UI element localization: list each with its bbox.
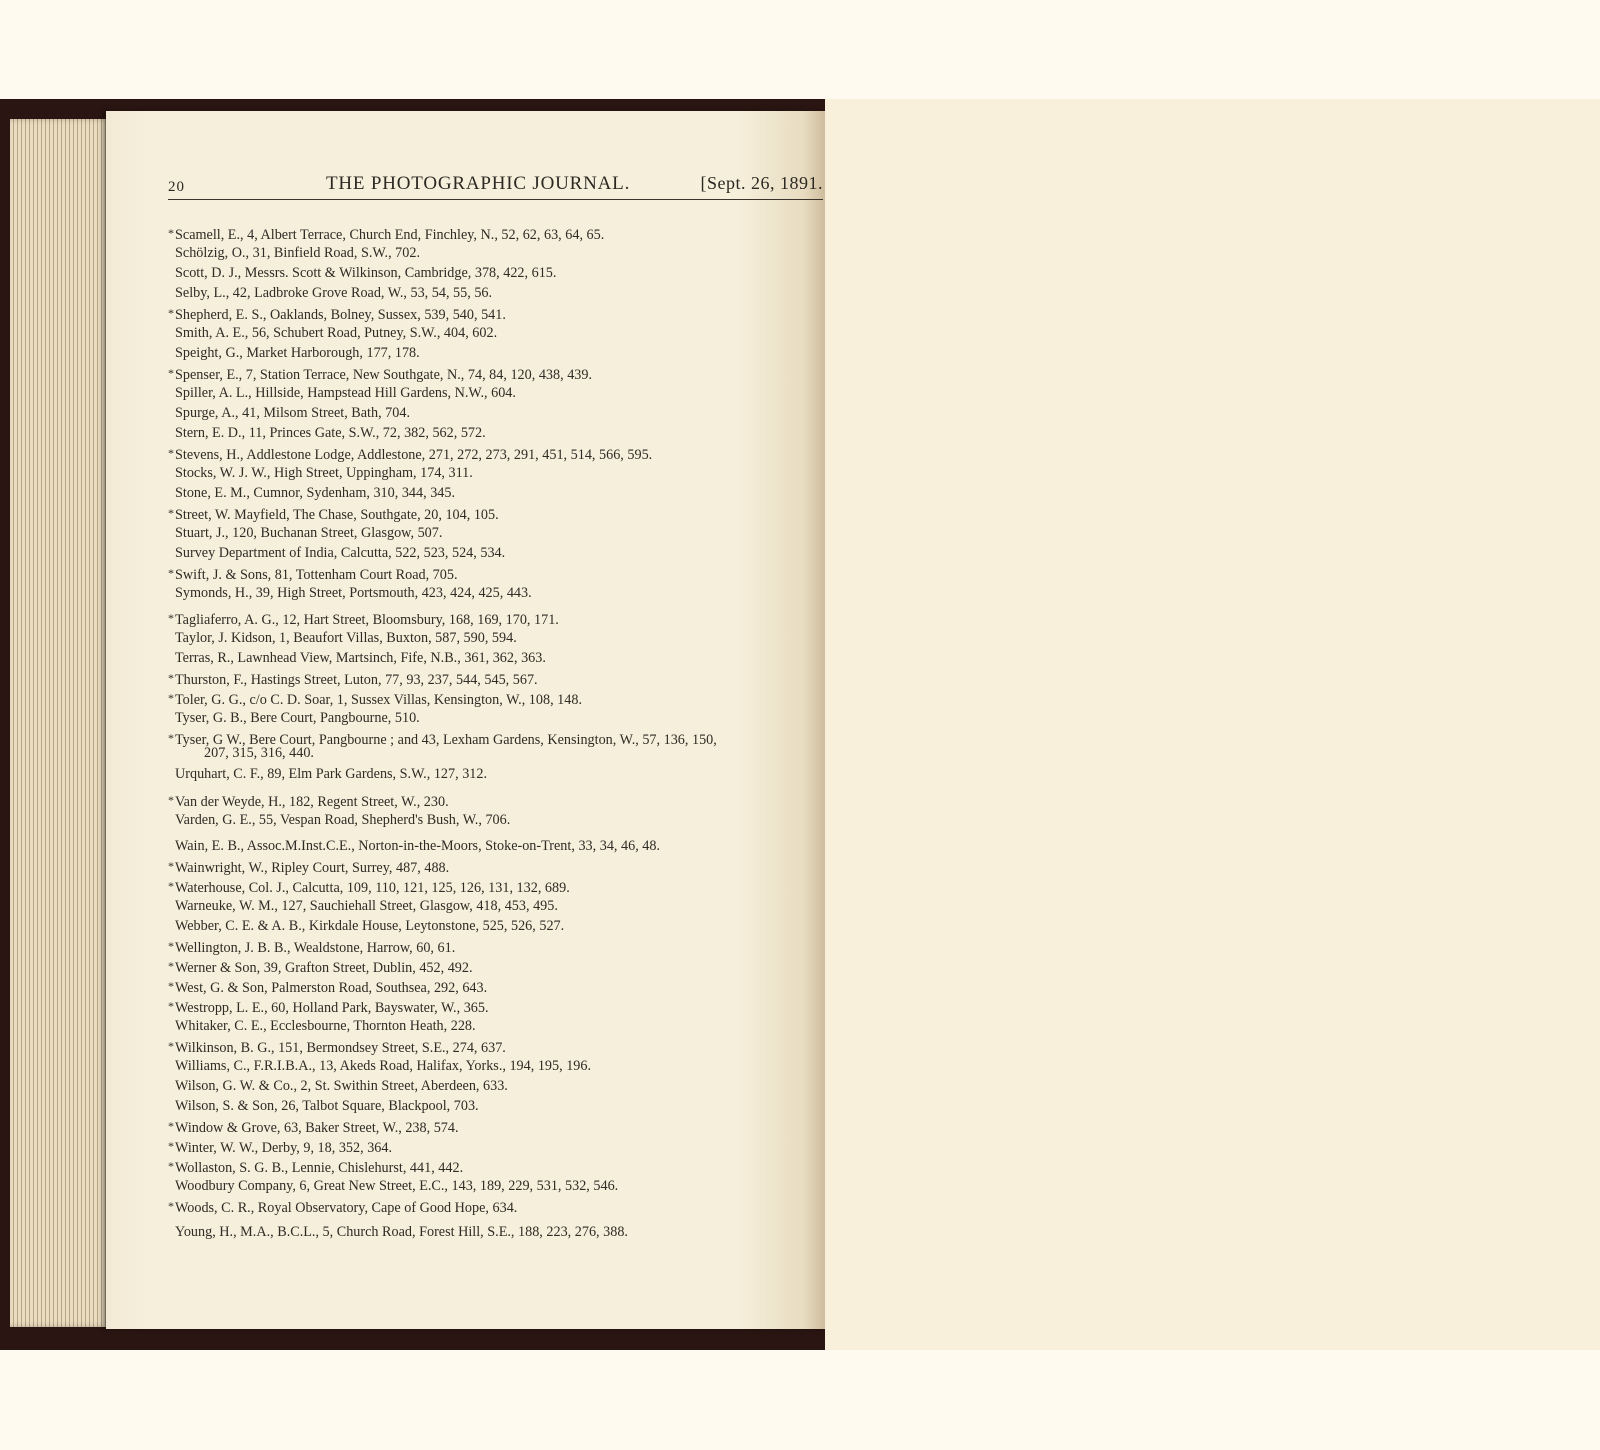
- entry-text: Wollaston, S. G. B., Lennie, Chislehurst, 441, 442.: [175, 1160, 464, 1176]
- asterisk-marker: *: [168, 506, 174, 520]
- running-header: [168, 169, 823, 200]
- entry-text: Symonds, H., 39, High Street, Portsmouth, 423, 424, 425, 443.: [175, 585, 532, 601]
- entry-text: Stern, E. D., 11, Princes Gate, S.W., 72, 382, 562, 572.: [175, 425, 486, 441]
- list-item: [168, 583, 532, 603]
- list-item: [168, 543, 505, 563]
- list-item: [168, 1016, 476, 1036]
- list-item: [168, 1156, 463, 1178]
- list-item: [168, 1222, 628, 1242]
- entry-text: Stocks, W. J. W., High Street, Uppingham, 174, 311.: [175, 465, 473, 481]
- list-item: [168, 443, 652, 465]
- asterisk-marker: *: [168, 731, 174, 745]
- entry-text: Wilkinson, B. G., 151, Bermondsey Street, S.E., 274, 637.: [175, 1040, 506, 1056]
- page-number: 20: [168, 179, 185, 195]
- entry-text: Spenser, E., 7, Station Terrace, New Southgate, N., 74, 84, 120, 438, 439.: [175, 367, 593, 383]
- list-item: [168, 688, 582, 710]
- list-item: [168, 1076, 508, 1096]
- entry-text: Westropp, L. E., 60, Holland Park, Bayswater, W., 365.: [175, 1000, 489, 1016]
- list-item: [168, 956, 473, 978]
- entry-text: Varden, G. E., 55, Vespan Road, Shepherd's Bush, W., 706.: [175, 812, 511, 828]
- entry-text: Webber, C. E. & A. B., Kirkdale House, Leytonstone, 525, 526, 527.: [175, 918, 565, 934]
- asterisk-marker: *: [168, 979, 174, 993]
- blank-background: [825, 99, 1600, 1350]
- asterisk-marker: *: [168, 446, 174, 460]
- entry-text: West, G. & Son, Palmerston Road, Southsea, 292, 643.: [175, 980, 488, 996]
- entry-text: Wellington, J. B. B., Wealdstone, Harrow, 60, 61.: [175, 940, 456, 956]
- asterisk-marker: *: [168, 1159, 174, 1173]
- asterisk-marker: *: [168, 793, 174, 807]
- list-item: [168, 1036, 506, 1058]
- entry-text: Spurge, A., 41, Milsom Street, Bath, 704.: [175, 405, 411, 421]
- entry-text: Shepherd, E. S., Oaklands, Bolney, Sussex, 539, 540, 541.: [175, 307, 506, 323]
- list-item: [168, 243, 420, 263]
- list-item: [168, 836, 660, 856]
- entry-text: Wainwright, W., Ripley Court, Surrey, 487, 488.: [175, 860, 450, 876]
- entry-text: Werner & Son, 39, Grafton Street, Dublin, 452, 492.: [175, 960, 473, 976]
- asterisk-marker: *: [168, 939, 174, 953]
- entry-text: Waterhouse, Col. J., Calcutta, 109, 110, 121, 125, 126, 131, 132, 689.: [175, 880, 570, 896]
- list-item: [168, 383, 516, 403]
- entry-text: Stevens, H., Addlestone Lodge, Addlestone, 271, 272, 273, 291, 451, 514, 566, 595.: [175, 447, 653, 463]
- entry-text: Wilson, G. W. & Co., 2, St. Swithin Street, Aberdeen, 633.: [175, 1078, 508, 1094]
- asterisk-marker: *: [168, 691, 174, 705]
- entry-text: Terras, R., Lawnhead View, Martsinch, Fife, N.B., 361, 362, 363.: [175, 650, 546, 666]
- entry-text: Smith, A. E., 56, Schubert Road, Putney, S.W., 404, 602.: [175, 325, 498, 341]
- asterisk-marker: *: [168, 226, 174, 240]
- book-scan: [0, 99, 825, 1350]
- list-item: [168, 1116, 459, 1138]
- list-item: [168, 503, 499, 525]
- list-item: [168, 896, 558, 916]
- entry-text: Toler, G. G., c/o C. D. Soar, 1, Sussex Villas, Kensington, W., 108, 148.: [175, 692, 582, 708]
- list-item: [168, 668, 538, 690]
- list-item: [168, 1136, 392, 1158]
- entry-text: Whitaker, C. E., Ecclesbourne, Thornton Heath, 228.: [175, 1018, 476, 1034]
- entry-text: Wain, E. B., Assoc.M.Inst.C.E., Norton-in-the-Moors, Stoke-on-Trent, 33, 34, 46, 48.: [175, 838, 661, 854]
- asterisk-marker: *: [168, 1039, 174, 1053]
- entry-text: Swift, J. & Sons, 81, Tottenham Court Road, 705.: [175, 567, 458, 583]
- book-page-stack: [10, 119, 110, 1327]
- entry-text: Tagliaferro, A. G., 12, Hart Street, Bloomsbury, 168, 169, 170, 171.: [175, 612, 559, 628]
- list-item: [168, 343, 420, 363]
- list-item: [168, 856, 449, 878]
- asterisk-marker: *: [168, 671, 174, 685]
- entry-text: Schölzig, O., 31, Binfield Road, S.W., 702.: [175, 245, 420, 261]
- list-item: [168, 976, 487, 998]
- asterisk-marker: *: [168, 566, 174, 580]
- entry-text: Spiller, A. L., Hillside, Hampstead Hill Gardens, N.W., 604.: [175, 385, 516, 401]
- list-item: [168, 283, 492, 303]
- asterisk-marker: *: [168, 1199, 174, 1213]
- list-item: [168, 223, 604, 245]
- asterisk-marker: *: [168, 999, 174, 1013]
- entry-text: Taylor, J. Kidson, 1, Beaufort Villas, Buxton, 587, 590, 594.: [175, 630, 517, 646]
- entry-text: Woods, C. R., Royal Observatory, Cape of Good Hope, 634.: [175, 1200, 518, 1216]
- list-item: [168, 363, 592, 385]
- entry-text: Window & Grove, 63, Baker Street, W., 238, 574.: [175, 1120, 459, 1136]
- asterisk-marker: *: [168, 1119, 174, 1133]
- issue-date: [Sept. 26, 1891.: [700, 173, 823, 193]
- list-item: [168, 403, 410, 423]
- list-item: [168, 608, 559, 630]
- entry-text: Survey Department of India, Calcutta, 522, 523, 524, 534.: [175, 545, 506, 561]
- entry-text: Stone, E. M., Cumnor, Sydenham, 310, 344, 345.: [175, 485, 456, 501]
- journal-title: THE PHOTOGRAPHIC JOURNAL.: [326, 173, 631, 194]
- entry-text: Scamell, E., 4, Albert Terrace, Church End, Finchley, N., 52, 62, 63, 64, 65.: [175, 227, 605, 243]
- entry-text: 207, 315, 316, 440.: [204, 745, 314, 761]
- list-item: [168, 876, 570, 898]
- entry-text: Speight, G., Market Harborough, 177, 178.: [175, 345, 420, 361]
- asterisk-marker: *: [168, 306, 174, 320]
- entry-text: Scott, D. J., Messrs. Scott & Wilkinson, Cambridge, 378, 422, 615.: [175, 265, 557, 281]
- list-item: [168, 996, 489, 1018]
- entry-text: Tyser, G. B., Bere Court, Pangbourne, 510.: [175, 710, 420, 726]
- asterisk-marker: *: [168, 879, 174, 893]
- list-item: [168, 1096, 479, 1116]
- entry-text: Winter, W. W., Derby, 9, 18, 352, 364.: [175, 1140, 393, 1156]
- list-item: [168, 1196, 517, 1218]
- list-item: [168, 263, 556, 283]
- list-item: [168, 648, 546, 668]
- entry-text: Van der Weyde, H., 182, Regent Street, W., 230.: [175, 794, 449, 810]
- list-item: [168, 1176, 618, 1196]
- list-item: [168, 743, 314, 763]
- entry-text: Stuart, J., 120, Buchanan Street, Glasgow, 507.: [175, 525, 443, 541]
- entry-text: Thurston, F., Hastings Street, Luton, 77, 93, 237, 544, 545, 567.: [175, 672, 538, 688]
- entry-text: Warneuke, W. M., 127, Sauchiehall Street, Glasgow, 418, 453, 495.: [175, 898, 558, 914]
- list-item: [168, 628, 517, 648]
- entry-text: Urquhart, C. F., 89, Elm Park Gardens, S.W., 127, 312.: [175, 766, 488, 782]
- list-item: [168, 563, 458, 585]
- list-item: [168, 523, 442, 543]
- list-item: [168, 916, 564, 936]
- entry-text: Street, W. Mayfield, The Chase, Southgate, 20, 104, 105.: [175, 507, 499, 523]
- entry-text: Young, H., M.A., B.C.L., 5, Church Road, Forest Hill, S.E., 188, 223, 276, 388.: [175, 1224, 628, 1240]
- list-item: [168, 936, 455, 958]
- list-item: [168, 764, 487, 784]
- journal-page: [106, 111, 825, 1329]
- asterisk-marker: *: [168, 611, 174, 625]
- asterisk-marker: *: [168, 959, 174, 973]
- list-item: [168, 790, 449, 812]
- list-item: [168, 463, 473, 483]
- asterisk-marker: *: [168, 1139, 174, 1153]
- list-item: [168, 810, 510, 830]
- entry-text: Williams, C., F.R.I.B.A., 13, Akeds Road, Halifax, Yorks., 194, 195, 196.: [175, 1058, 592, 1074]
- list-item: [168, 1056, 591, 1076]
- entry-text: Selby, L., 42, Ladbroke Grove Road, W., 53, 54, 55, 56.: [175, 285, 493, 301]
- asterisk-marker: *: [168, 859, 174, 873]
- entry-text: Tyser, G W., Bere Court, Pangbourne ; and 43, Lexham Gardens, Kensington, W., 57, 136, 150,: [175, 732, 717, 748]
- list-item: [168, 708, 420, 728]
- list-item: [168, 483, 455, 503]
- list-item: [168, 303, 506, 325]
- asterisk-marker: *: [168, 366, 174, 380]
- entry-text: Wilson, S. & Son, 26, Talbot Square, Blackpool, 703.: [175, 1098, 479, 1114]
- list-item: [168, 423, 486, 443]
- entry-text: Woodbury Company, 6, Great New Street, E.C., 143, 189, 229, 531, 532, 546.: [175, 1178, 619, 1194]
- list-item: [168, 323, 497, 343]
